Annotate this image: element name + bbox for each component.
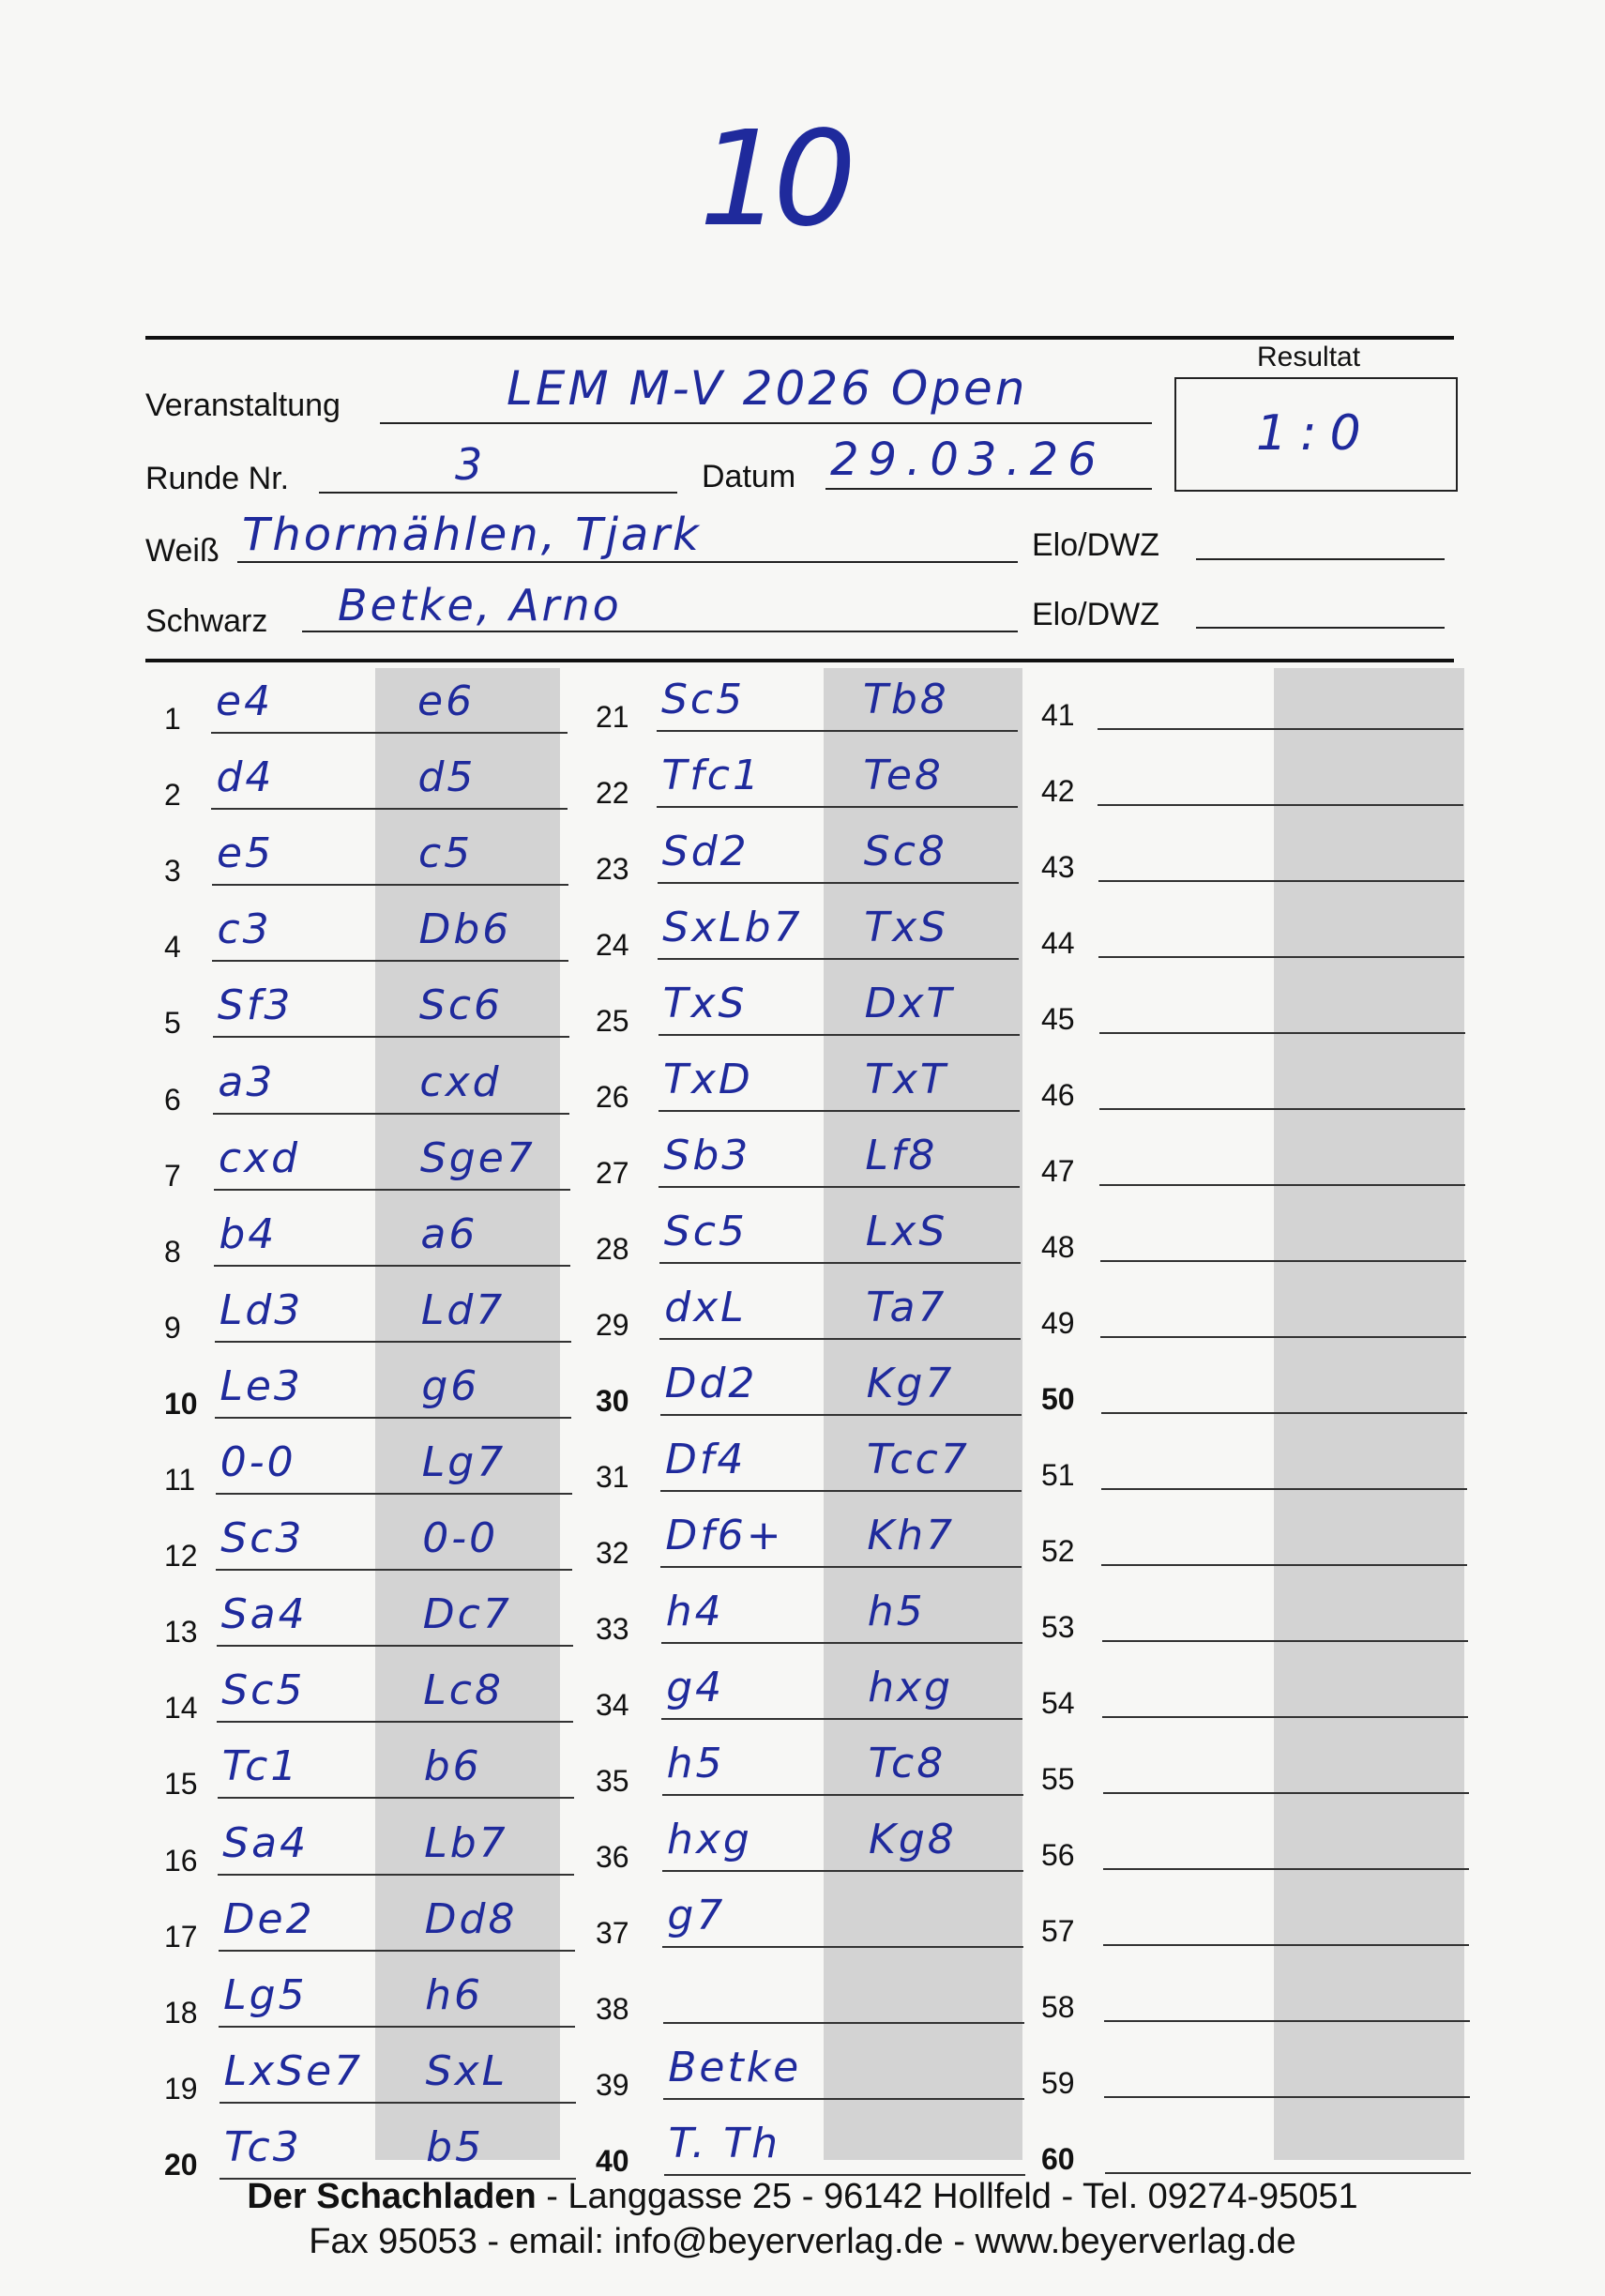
- result-label: Resultat: [1257, 342, 1361, 373]
- round-line: [319, 492, 677, 494]
- move-number: 29: [596, 1308, 629, 1342]
- move-number: 21: [596, 700, 629, 734]
- black-move[interactable]: e6: [417, 677, 476, 725]
- footer-address: - Langgasse 25 - 96142 Hollfeld - Tel. 09274-95051: [536, 2177, 1358, 2216]
- black-move[interactable]: Kh7: [867, 1512, 956, 1559]
- move-number: 12: [164, 1539, 198, 1574]
- move-line: [659, 1338, 1021, 1340]
- move-line: [1105, 2172, 1471, 2174]
- move-number: 5: [164, 1006, 181, 1041]
- move-line: [663, 2098, 1024, 2100]
- move-line: [1098, 880, 1464, 882]
- white-move[interactable]: a3: [218, 1057, 276, 1106]
- move-number: 18: [164, 1995, 198, 2030]
- page-number: 10: [699, 103, 848, 256]
- black-move[interactable]: d5: [417, 753, 477, 802]
- move-line: [213, 1113, 569, 1115]
- move-line: [659, 1262, 1021, 1264]
- black-move[interactable]: TxS: [864, 904, 949, 951]
- black-line: [302, 631, 1018, 632]
- white-move[interactable]: c3: [217, 905, 272, 954]
- move-number: 53: [1041, 1610, 1075, 1644]
- move-number: 10: [164, 1386, 198, 1421]
- white-move[interactable]: Tc1: [221, 1742, 300, 1791]
- move-number: 56: [1041, 1838, 1075, 1872]
- white-move[interactable]: Dd2: [664, 1360, 758, 1407]
- black-move[interactable]: h6: [425, 1970, 484, 2019]
- move-line: [1103, 1792, 1469, 1794]
- move-line: [220, 2102, 576, 2104]
- white-move[interactable]: d4: [216, 753, 275, 802]
- move-line: [660, 1490, 1022, 1492]
- white-move[interactable]: g4: [666, 1664, 725, 1711]
- event-line: [380, 422, 1152, 424]
- move-number: 59: [1041, 2066, 1075, 2100]
- move-number: 46: [1041, 1078, 1075, 1112]
- white-move[interactable]: Betke: [668, 2044, 802, 2091]
- move-number: 13: [164, 1615, 198, 1650]
- white-move[interactable]: e4: [216, 677, 274, 725]
- white-move[interactable]: 0-0: [220, 1438, 296, 1486]
- move-number: 7: [164, 1158, 181, 1193]
- move-number: 50: [1041, 1382, 1075, 1416]
- white-move[interactable]: Sb3: [663, 1132, 751, 1179]
- move-line: [1104, 2020, 1470, 2022]
- black-move[interactable]: b5: [426, 2122, 485, 2171]
- move-line: [1100, 1336, 1466, 1338]
- black-move[interactable]: TxT: [865, 1056, 948, 1103]
- round-label: Runde Nr.: [145, 461, 290, 496]
- move-number: 23: [596, 852, 629, 886]
- white-move[interactable]: b4: [219, 1209, 278, 1258]
- black-move[interactable]: c5: [417, 829, 474, 878]
- white-move[interactable]: Tc3: [224, 2122, 302, 2171]
- black-move[interactable]: LxS: [865, 1208, 948, 1255]
- move-number: 39: [596, 2068, 629, 2102]
- move-line: [662, 1946, 1023, 1948]
- black-move[interactable]: Sc6: [418, 981, 504, 1030]
- white-move[interactable]: Sc5: [661, 676, 746, 723]
- move-line: [662, 1870, 1023, 1872]
- white-line: [237, 561, 1018, 563]
- black-move[interactable]: h5: [867, 1588, 926, 1635]
- move-line: [1098, 956, 1464, 958]
- move-line: [211, 732, 568, 734]
- table-top-rule: [145, 659, 1454, 662]
- black-move[interactable]: b6: [423, 1742, 482, 1791]
- move-number: 54: [1041, 1686, 1075, 1720]
- move-number: 37: [596, 1916, 629, 1950]
- move-number: 57: [1041, 1914, 1075, 1948]
- black-move[interactable]: Sge7: [419, 1133, 536, 1182]
- move-number: 24: [596, 928, 629, 962]
- move-line: [660, 1566, 1022, 1568]
- black-move[interactable]: Db6: [418, 905, 512, 954]
- black-player-value[interactable]: Betke, Arno: [338, 580, 622, 631]
- black-label: Schwarz: [145, 603, 268, 639]
- move-line: [1099, 1108, 1465, 1110]
- white-move[interactable]: Sd2: [661, 828, 750, 875]
- move-line: [218, 1797, 574, 1799]
- move-line: [214, 1189, 570, 1191]
- black-move[interactable]: Dc7: [422, 1590, 512, 1639]
- white-label: Weiß: [145, 533, 220, 569]
- move-number: 40: [596, 2144, 629, 2178]
- move-line: [218, 1874, 574, 1876]
- move-line: [660, 1414, 1022, 1416]
- move-number: 33: [596, 1612, 629, 1646]
- move-number: 30: [596, 1384, 629, 1418]
- white-move[interactable]: Sa4: [220, 1590, 308, 1639]
- black-move[interactable]: cxd: [419, 1057, 502, 1106]
- black-move[interactable]: Ld7: [420, 1285, 506, 1334]
- move-line: [657, 806, 1018, 808]
- black-move[interactable]: a6: [420, 1209, 478, 1258]
- black-move[interactable]: Tcc7: [867, 1436, 970, 1483]
- black-move[interactable]: SxL: [425, 2046, 508, 2095]
- white-move[interactable]: hxg: [667, 1816, 752, 1863]
- black-elo-line: [1196, 627, 1445, 629]
- footer-line-1: [0, 2177, 1605, 2217]
- move-number: 41: [1041, 698, 1075, 732]
- black-move[interactable]: Ta7: [866, 1284, 947, 1331]
- move-line: [1098, 804, 1463, 806]
- move-number: 20: [164, 2147, 198, 2182]
- move-number: 43: [1041, 850, 1075, 884]
- move-line: [219, 1950, 575, 1952]
- white-move[interactable]: Lg5: [223, 1970, 308, 2019]
- black-move[interactable]: Te8: [863, 752, 944, 799]
- move-number: 36: [596, 1840, 629, 1874]
- move-number: 44: [1041, 926, 1075, 960]
- top-rule: [145, 336, 1454, 340]
- move-number: 11: [164, 1463, 196, 1497]
- date-line: [825, 488, 1152, 490]
- white-move[interactable]: Tfc1: [661, 752, 762, 799]
- white-move[interactable]: De2: [222, 1894, 315, 1943]
- move-number: 1: [164, 702, 181, 736]
- black-elo-label: Elo/DWZ: [1032, 597, 1159, 632]
- move-number: 34: [596, 1688, 629, 1722]
- black-move[interactable]: Tb8: [863, 676, 949, 723]
- black-move[interactable]: Sc8: [863, 828, 947, 875]
- white-move[interactable]: Ld3: [219, 1285, 304, 1334]
- move-line: [658, 882, 1019, 884]
- black-move[interactable]: Lb7: [424, 1818, 508, 1867]
- move-line: [1102, 1640, 1468, 1642]
- move-number: 2: [164, 778, 181, 813]
- move-line: [211, 808, 568, 810]
- move-line: [1099, 1184, 1465, 1186]
- move-line: [659, 1034, 1020, 1036]
- move-number: 14: [164, 1691, 198, 1726]
- move-number: 22: [596, 776, 629, 810]
- move-line: [658, 958, 1019, 960]
- move-line: [657, 730, 1018, 732]
- move-number: 26: [596, 1080, 629, 1114]
- white-move[interactable]: h5: [666, 1740, 725, 1787]
- black-move[interactable]: 0-0: [422, 1514, 499, 1563]
- black-move[interactable]: Dd8: [424, 1894, 518, 1943]
- move-number: 3: [164, 854, 181, 889]
- move-line: [1099, 1032, 1465, 1034]
- move-number: 17: [164, 1919, 198, 1954]
- white-move[interactable]: Df4: [665, 1436, 747, 1483]
- white-move[interactable]: TxS: [662, 980, 748, 1027]
- move-number: 45: [1041, 1002, 1075, 1036]
- black-move[interactable]: Kg7: [866, 1360, 955, 1407]
- move-line: [217, 1645, 573, 1647]
- white-move[interactable]: Sf3: [217, 981, 294, 1030]
- white-move[interactable]: Sc5: [221, 1666, 306, 1715]
- move-number: 28: [596, 1232, 629, 1266]
- move-number: 47: [1041, 1154, 1075, 1188]
- move-number: 38: [596, 1992, 629, 2026]
- white-move[interactable]: LxSe7: [223, 2046, 364, 2095]
- white-move[interactable]: cxd: [218, 1133, 301, 1182]
- move-line: [214, 1265, 570, 1267]
- move-number: 60: [1041, 2142, 1075, 2176]
- move-number: 52: [1041, 1534, 1075, 1568]
- black-move[interactable]: Lc8: [423, 1666, 504, 1715]
- date-label: Datum: [702, 459, 796, 494]
- white-move[interactable]: T. Th: [668, 2120, 780, 2167]
- black-move[interactable]: Kg8: [869, 1816, 957, 1863]
- event-value[interactable]: LEM M-V 2026 Open: [507, 361, 1028, 416]
- white-move[interactable]: dxL: [664, 1284, 747, 1331]
- black-move[interactable]: Lg7: [421, 1438, 507, 1486]
- move-number: 42: [1041, 774, 1075, 808]
- move-line: [659, 1110, 1020, 1112]
- black-move[interactable]: Lf8: [865, 1132, 938, 1179]
- move-line: [215, 1341, 571, 1343]
- white-move[interactable]: Sa4: [222, 1818, 310, 1867]
- move-number: 9: [164, 1310, 181, 1345]
- move-line: [1101, 1488, 1467, 1490]
- move-line: [661, 1642, 1022, 1644]
- white-move[interactable]: Sc3: [220, 1514, 305, 1563]
- white-elo-label: Elo/DWZ: [1032, 527, 1159, 563]
- move-line: [213, 1036, 569, 1038]
- white-elo-line: [1196, 558, 1445, 560]
- result-box: [1174, 377, 1458, 492]
- move-line: [1100, 1260, 1466, 1262]
- white-move[interactable]: g7: [667, 1892, 726, 1939]
- move-line: [1101, 1564, 1467, 1566]
- black-column-shade-3: [1274, 668, 1464, 2160]
- footer-company: Der Schachladen: [247, 2177, 537, 2216]
- move-number: 15: [164, 1767, 198, 1802]
- move-line: [1102, 1716, 1468, 1718]
- white-move[interactable]: Df6+: [665, 1512, 784, 1559]
- move-line: [662, 1794, 1023, 1796]
- white-move[interactable]: h4: [665, 1588, 724, 1635]
- move-line: [1104, 2096, 1470, 2098]
- move-number: 4: [164, 930, 181, 965]
- move-number: 27: [596, 1156, 629, 1190]
- move-line: [212, 960, 568, 962]
- move-line: [1103, 1944, 1469, 1946]
- move-line: [664, 2174, 1025, 2176]
- black-move[interactable]: Tc8: [868, 1740, 946, 1787]
- move-line: [212, 884, 568, 886]
- result-value[interactable]: 1:0: [1256, 405, 1374, 462]
- move-line: [661, 1718, 1022, 1720]
- move-line: [216, 1493, 572, 1495]
- move-number: 58: [1041, 1990, 1075, 2024]
- move-number: 19: [164, 2071, 198, 2106]
- event-label: Veranstaltung: [145, 388, 341, 423]
- black-move[interactable]: g6: [421, 1361, 480, 1410]
- move-line: [216, 1569, 572, 1571]
- move-line: [663, 2022, 1024, 2024]
- move-line: [219, 2026, 575, 2028]
- move-line: [1103, 1868, 1469, 1870]
- black-move[interactable]: hxg: [868, 1664, 954, 1711]
- move-line: [1101, 1412, 1467, 1414]
- black-move[interactable]: DxT: [864, 980, 955, 1027]
- move-number: 35: [596, 1764, 629, 1798]
- date-value[interactable]: 29.03.26: [830, 433, 1106, 486]
- white-move[interactable]: e5: [216, 829, 275, 878]
- move-number: 31: [596, 1460, 629, 1494]
- move-number: 25: [596, 1004, 629, 1038]
- move-number: 48: [1041, 1230, 1075, 1264]
- move-line: [659, 1186, 1020, 1188]
- white-move[interactable]: SxLb7: [662, 904, 803, 951]
- white-move[interactable]: Le3: [220, 1361, 303, 1410]
- white-player-value[interactable]: Thormählen, Tjark: [242, 509, 702, 561]
- footer-line-2: Fax 95053 - email: info@beyerverlag.de - www.beyerverlag.de: [309, 2222, 1296, 2261]
- move-line: [1098, 728, 1463, 730]
- white-move[interactable]: Sc5: [663, 1208, 748, 1255]
- move-number: 55: [1041, 1762, 1075, 1796]
- move-number: 8: [164, 1234, 181, 1269]
- move-number: 51: [1041, 1458, 1075, 1492]
- round-value[interactable]: 3: [455, 439, 486, 490]
- move-number: 49: [1041, 1306, 1075, 1340]
- move-line: [217, 1721, 573, 1723]
- white-move[interactable]: TxD: [663, 1056, 753, 1103]
- move-line: [215, 1417, 571, 1419]
- move-number: 16: [164, 1843, 198, 1878]
- move-number: 6: [164, 1082, 181, 1117]
- move-number: 32: [596, 1536, 629, 1570]
